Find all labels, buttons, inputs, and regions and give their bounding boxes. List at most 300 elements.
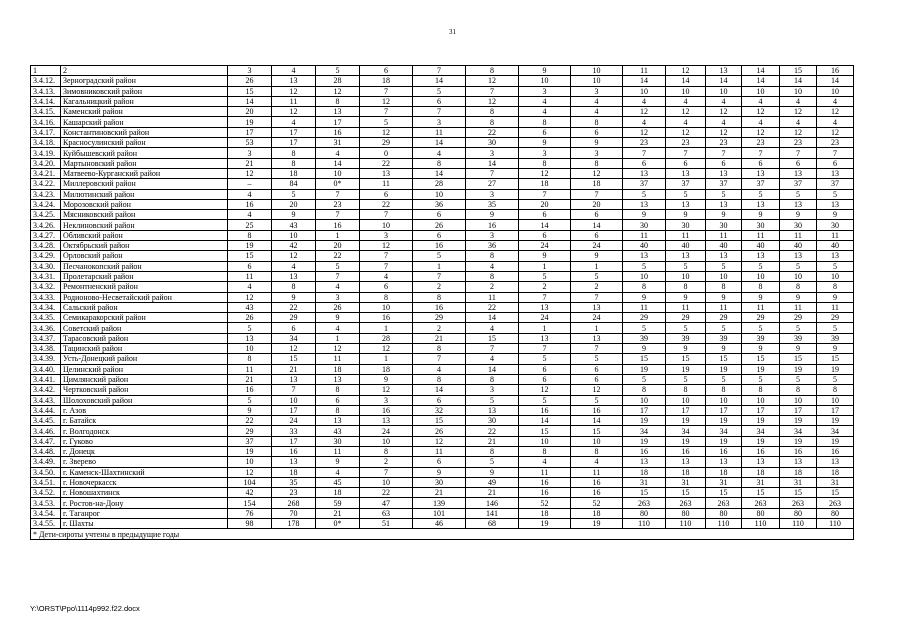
- table-cell: 8: [742, 282, 780, 292]
- table-row: [31, 323, 854, 333]
- table-row: [31, 210, 854, 220]
- table-cell: 31: [316, 138, 360, 148]
- table-cell: 20: [519, 199, 571, 209]
- table-cell: 9: [623, 210, 666, 220]
- table-cell: 9: [666, 344, 706, 354]
- table-cell: 6: [519, 230, 571, 240]
- table-cell: 11: [571, 467, 623, 477]
- table-cell: Матвеево-Курганский район: [61, 168, 228, 178]
- table-cell: 8: [571, 158, 623, 168]
- table-cell: Куйбышевский район: [61, 148, 228, 158]
- table-cell: 9: [623, 344, 666, 354]
- table-cell: 3.4.52.: [31, 488, 61, 498]
- table-cell: 21: [228, 158, 272, 168]
- table-cell: 13: [666, 199, 706, 209]
- table-cell: Зерноградский район: [61, 76, 228, 86]
- table-cell: Тарасовский район: [61, 333, 228, 343]
- table-cell: 12: [742, 107, 780, 117]
- table-cell: 17: [272, 138, 316, 148]
- table-cell: 10: [623, 271, 666, 281]
- table-row: [31, 364, 854, 374]
- table-cell: 4: [623, 117, 666, 127]
- table-cell: 40: [706, 241, 742, 251]
- table-cell: 30: [817, 220, 854, 230]
- table-cell: 14: [706, 76, 742, 86]
- table-cell: 23: [666, 138, 706, 148]
- table-cell: 16: [706, 446, 742, 456]
- table-cell: 4: [316, 467, 360, 477]
- table-cell: 9: [780, 292, 817, 302]
- table-cell: 5: [413, 251, 466, 261]
- table-cell: 10: [706, 395, 742, 405]
- table-cell: 4: [272, 66, 316, 76]
- table-cell: 19: [817, 436, 854, 446]
- table-cell: 7: [413, 66, 466, 76]
- table-cell: 14: [780, 76, 817, 86]
- table-cell: 16: [360, 405, 413, 415]
- table-cell: 6: [780, 158, 817, 168]
- table-cell: 14: [817, 76, 854, 86]
- table-cell: 12: [360, 385, 413, 395]
- table-cell: 15: [780, 66, 817, 76]
- table-cell: 1: [519, 323, 571, 333]
- table-cell: 13: [316, 416, 360, 426]
- table-cell: 178: [272, 519, 316, 529]
- table-cell: 12: [519, 168, 571, 178]
- table-cell: 6: [571, 127, 623, 137]
- table-cell: 16: [466, 220, 519, 230]
- table-cell: 5: [360, 117, 413, 127]
- table-cell: 8: [228, 230, 272, 240]
- table-cell: 3.4.28.: [31, 241, 61, 251]
- table-cell: 8: [466, 446, 519, 456]
- table-cell: 33: [272, 426, 316, 436]
- table-cell: 8: [272, 158, 316, 168]
- table-cell: 16: [316, 220, 360, 230]
- table-cell: 3: [466, 148, 519, 158]
- table-cell: 15: [228, 86, 272, 96]
- table-cell: 10: [571, 66, 623, 76]
- table-cell: 15: [742, 488, 780, 498]
- table-cell: 3.4.20.: [31, 158, 61, 168]
- table-cell: 7: [706, 148, 742, 158]
- table-cell: 12: [666, 107, 706, 117]
- table-cell: 8: [316, 405, 360, 415]
- table-cell: 263: [623, 498, 666, 508]
- table-cell: 3: [571, 148, 623, 158]
- table-cell: 10: [360, 220, 413, 230]
- table-cell: 8: [466, 271, 519, 281]
- table-cell: 16: [228, 385, 272, 395]
- table-cell: 5: [780, 374, 817, 384]
- table-cell: 15: [666, 354, 706, 364]
- table-cell: 10: [623, 86, 666, 96]
- table-cell: 14: [519, 416, 571, 426]
- table-cell: 23: [817, 138, 854, 148]
- table-cell: 110: [666, 519, 706, 529]
- table-cell: 80: [817, 508, 854, 518]
- table-cell: 2: [466, 282, 519, 292]
- table-cell: 110: [706, 519, 742, 529]
- table-cell: 19: [228, 117, 272, 127]
- table-cell: 22: [360, 488, 413, 498]
- table-cell: г. Донецк: [61, 446, 228, 456]
- table-cell: 9: [623, 292, 666, 302]
- table-cell: 18: [571, 179, 623, 189]
- table-cell: 7: [466, 168, 519, 178]
- table-cell: 76: [228, 508, 272, 518]
- table-cell: 30: [623, 220, 666, 230]
- table-cell: 24: [519, 313, 571, 323]
- table-cell: 14: [413, 138, 466, 148]
- table-cell: 3.4.50.: [31, 467, 61, 477]
- table-cell: 37: [623, 179, 666, 189]
- table-cell: 4: [228, 189, 272, 199]
- table-row: [31, 138, 854, 148]
- table-cell: 29: [706, 313, 742, 323]
- table-cell: 3: [466, 385, 519, 395]
- table-row: [31, 416, 854, 426]
- table-cell: 10: [623, 395, 666, 405]
- table-cell: 3: [228, 66, 272, 76]
- table-cell: 3.4.30.: [31, 261, 61, 271]
- table-cell: 18: [817, 467, 854, 477]
- table-cell: 14: [666, 76, 706, 86]
- table-cell: 3: [466, 230, 519, 240]
- table-cell: 8: [413, 292, 466, 302]
- table-cell: 5: [228, 323, 272, 333]
- table-row: [31, 467, 854, 477]
- table-cell: 5: [623, 261, 666, 271]
- table-cell: 110: [817, 519, 854, 529]
- table-cell: 3.4.24.: [31, 199, 61, 209]
- table-cell: 9: [519, 138, 571, 148]
- table-cell: Родионово-Несветайский район: [61, 292, 228, 302]
- table-row: [31, 519, 854, 529]
- table-cell: 5: [571, 354, 623, 364]
- table-cell: 9: [706, 292, 742, 302]
- table-row: [31, 333, 854, 343]
- table-cell: 5: [666, 323, 706, 333]
- table-cell: 11: [228, 364, 272, 374]
- table-cell: 18: [360, 76, 413, 86]
- table-cell: 8: [666, 282, 706, 292]
- table-cell: 7: [316, 210, 360, 220]
- table-cell: 11: [228, 271, 272, 281]
- table-cell: 3: [413, 117, 466, 127]
- table-cell: 19: [666, 436, 706, 446]
- table-cell: 51: [360, 519, 413, 529]
- table-cell: 3.4.16.: [31, 117, 61, 127]
- table-cell: 11: [360, 179, 413, 189]
- table-cell: 21: [466, 488, 519, 498]
- table-cell: 4: [571, 457, 623, 467]
- table-cell: 5: [466, 395, 519, 405]
- table-cell: 7: [666, 148, 706, 158]
- table-cell: 13: [817, 457, 854, 467]
- table-cell: 23: [316, 199, 360, 209]
- table-cell: 59: [316, 498, 360, 508]
- table-cell: 5: [817, 323, 854, 333]
- table-cell: 16: [817, 66, 854, 76]
- table-cell: 110: [780, 519, 817, 529]
- table-cell: 80: [742, 508, 780, 518]
- table-cell: 3.4.53.: [31, 498, 61, 508]
- table-cell: 6: [519, 374, 571, 384]
- table-cell: 16: [780, 446, 817, 456]
- table-cell: 25: [228, 220, 272, 230]
- table-cell: 10: [360, 436, 413, 446]
- table-cell: 4: [666, 96, 706, 106]
- table-cell: 141: [466, 508, 519, 518]
- table-cell: 0*: [316, 179, 360, 189]
- table-cell: 3.4.13.: [31, 86, 61, 96]
- table-cell: 3.4.42.: [31, 385, 61, 395]
- table-cell: 3.4.45.: [31, 416, 61, 426]
- table-cell: 3.4.15.: [31, 107, 61, 117]
- table-cell: 19: [666, 364, 706, 374]
- table-row: [31, 199, 854, 209]
- table-cell: 16: [413, 302, 466, 312]
- table-cell: 45: [316, 477, 360, 487]
- table-cell: 18: [666, 467, 706, 477]
- table-cell: 9: [316, 457, 360, 467]
- table-cell: 2: [360, 457, 413, 467]
- table-cell: 6: [272, 323, 316, 333]
- table-cell: 36: [413, 199, 466, 209]
- table-cell: 3.4.25.: [31, 210, 61, 220]
- table-cell: 21: [466, 436, 519, 446]
- table-cell: 8: [706, 282, 742, 292]
- table-cell: 14: [316, 158, 360, 168]
- table-cell: 30: [413, 477, 466, 487]
- table-cell: 5: [742, 189, 780, 199]
- table-cell: 12: [360, 96, 413, 106]
- table-row: [31, 168, 854, 178]
- table-cell: 3.4.51.: [31, 477, 61, 487]
- table-cell: 15: [817, 354, 854, 364]
- table-cell: 15: [623, 354, 666, 364]
- table-cell: 6: [742, 158, 780, 168]
- table-cell: 12: [228, 467, 272, 477]
- table-cell: 30: [666, 220, 706, 230]
- table-cell: 22: [272, 302, 316, 312]
- table-cell: 84: [272, 179, 316, 189]
- table-cell: 3.4.49.: [31, 457, 61, 467]
- table-cell: 8: [466, 117, 519, 127]
- table-cell: 11: [742, 230, 780, 240]
- table-cell: 37: [706, 179, 742, 189]
- table-cell: 1: [413, 261, 466, 271]
- table-row: [31, 292, 854, 302]
- table-cell: Миллеровский район: [61, 179, 228, 189]
- table-cell: 12: [817, 107, 854, 117]
- table-cell: 17: [666, 405, 706, 415]
- table-cell: 139: [413, 498, 466, 508]
- table-cell: 63: [360, 508, 413, 518]
- table-row: [31, 158, 854, 168]
- table-cell: 17: [272, 405, 316, 415]
- table-cell: 10: [316, 168, 360, 178]
- table-cell: 1: [571, 323, 623, 333]
- table-cell: 13: [742, 251, 780, 261]
- table-cell: Каменский район: [61, 107, 228, 117]
- table-cell: 4: [623, 96, 666, 106]
- table-cell: 19: [780, 364, 817, 374]
- table-cell: 3.4.19.: [31, 148, 61, 158]
- table-cell: 30: [466, 416, 519, 426]
- table-cell: 11: [706, 230, 742, 240]
- table-cell: 34: [742, 426, 780, 436]
- table-cell: 263: [666, 498, 706, 508]
- table-cell: 12: [466, 96, 519, 106]
- table-cell: 26: [413, 426, 466, 436]
- table-cell: 34: [817, 426, 854, 436]
- table-cell: Тацинский район: [61, 344, 228, 354]
- table-cell: 10: [360, 477, 413, 487]
- table-cell: 19: [817, 364, 854, 374]
- table-cell: 16: [817, 446, 854, 456]
- table-cell: 8: [780, 282, 817, 292]
- table-cell: 35: [466, 199, 519, 209]
- table-cell: 8: [519, 117, 571, 127]
- table-cell: 4: [706, 117, 742, 127]
- table-cell: 19: [623, 416, 666, 426]
- table-cell: 9: [780, 210, 817, 220]
- table-cell: 3.4.44.: [31, 405, 61, 415]
- table-cell: 7: [571, 189, 623, 199]
- table-cell: 11: [666, 230, 706, 240]
- table-cell: 1: [571, 261, 623, 271]
- table-cell: 5: [706, 374, 742, 384]
- table-cell: 3: [466, 189, 519, 199]
- table-cell: 4: [466, 354, 519, 364]
- table-row: [31, 86, 854, 96]
- table-cell: Семикаракорский район: [61, 313, 228, 323]
- table-cell: 3.4.38.: [31, 344, 61, 354]
- table-cell: 9: [817, 292, 854, 302]
- table-cell: 13: [272, 374, 316, 384]
- table-cell: 8: [623, 282, 666, 292]
- table-row: [31, 436, 854, 446]
- table-cell: 5: [666, 261, 706, 271]
- table-cell: 16: [742, 446, 780, 456]
- table-cell: г. Ростов-на-Дону: [61, 498, 228, 508]
- table-cell: 5: [742, 374, 780, 384]
- table-cell: 12: [228, 292, 272, 302]
- table-cell: 16: [571, 477, 623, 487]
- table-cell: 5: [571, 395, 623, 405]
- table-cell: 19: [817, 416, 854, 426]
- table-cell: 12: [817, 127, 854, 137]
- table-cell: 18: [623, 467, 666, 477]
- table-cell: 7: [360, 210, 413, 220]
- table-cell: 16: [413, 241, 466, 251]
- table-cell: Милютинский район: [61, 189, 228, 199]
- table-cell: 13: [780, 199, 817, 209]
- table-cell: 22: [360, 199, 413, 209]
- table-cell: 6: [413, 230, 466, 240]
- table-cell: 15: [817, 488, 854, 498]
- table-cell: 4: [413, 148, 466, 158]
- table-cell: 11: [413, 446, 466, 456]
- table-cell: 6: [413, 395, 466, 405]
- table-cell: 7: [316, 271, 360, 281]
- table-cell: 4: [272, 117, 316, 127]
- table-cell: 30: [742, 220, 780, 230]
- table-row: [31, 282, 854, 292]
- table-cell: 13: [706, 66, 742, 76]
- table-cell: 40: [623, 241, 666, 251]
- table-cell: 6: [706, 158, 742, 168]
- table-cell: 30: [780, 220, 817, 230]
- table-cell: 3.4.48.: [31, 446, 61, 456]
- table-cell: 10: [571, 76, 623, 86]
- table-cell: 6: [571, 364, 623, 374]
- table-cell: 16: [623, 446, 666, 456]
- table-cell: 4: [780, 96, 817, 106]
- table-cell: 15: [666, 488, 706, 498]
- table-cell: 6: [571, 210, 623, 220]
- table-cell: 3.4.54.: [31, 508, 61, 518]
- table-cell: 11: [413, 127, 466, 137]
- table-cell: 3.4.26.: [31, 220, 61, 230]
- table-cell: 6: [360, 189, 413, 199]
- table-cell: Морозовский район: [61, 199, 228, 209]
- table-cell: 14: [742, 66, 780, 76]
- table-cell: 3.4.35.: [31, 313, 61, 323]
- table-cell: 39: [742, 333, 780, 343]
- table-cell: 24: [571, 313, 623, 323]
- table-cell: 3.4.21.: [31, 168, 61, 178]
- table-cell: 13: [817, 168, 854, 178]
- table-cell: 12: [706, 127, 742, 137]
- table-cell: 8: [466, 374, 519, 384]
- table-cell: 13: [519, 333, 571, 343]
- table-cell: 15: [780, 488, 817, 498]
- table-cell: 7: [519, 344, 571, 354]
- table-cell: 8: [466, 107, 519, 117]
- table-cell: г. Шахты: [61, 519, 228, 529]
- table-cell: 80: [623, 508, 666, 518]
- table-row: [31, 76, 854, 86]
- table-cell: 14: [413, 168, 466, 178]
- table-cell: 3: [228, 148, 272, 158]
- table-cell: 34: [666, 426, 706, 436]
- table-cell: 29: [817, 313, 854, 323]
- table-cell: 15: [228, 251, 272, 261]
- table-cell: 3.4.32.: [31, 282, 61, 292]
- table-cell: 14: [623, 76, 666, 86]
- table-row: [31, 498, 854, 508]
- table-cell: 19: [623, 436, 666, 446]
- table-cell: 4: [360, 271, 413, 281]
- table-cell: 10: [228, 457, 272, 467]
- table-cell: 9: [272, 210, 316, 220]
- table-cell: 263: [817, 498, 854, 508]
- table-cell: 8: [316, 385, 360, 395]
- table-cell: 3.4.37.: [31, 333, 61, 343]
- table-row: [31, 354, 854, 364]
- table-cell: 5: [666, 374, 706, 384]
- table-cell: 16: [360, 313, 413, 323]
- table-cell: 4: [466, 261, 519, 271]
- table-cell: 12: [272, 107, 316, 117]
- table-cell: 1: [360, 354, 413, 364]
- table-cell: 5: [666, 189, 706, 199]
- table-cell: 21: [316, 508, 360, 518]
- table-cell: 13: [666, 251, 706, 261]
